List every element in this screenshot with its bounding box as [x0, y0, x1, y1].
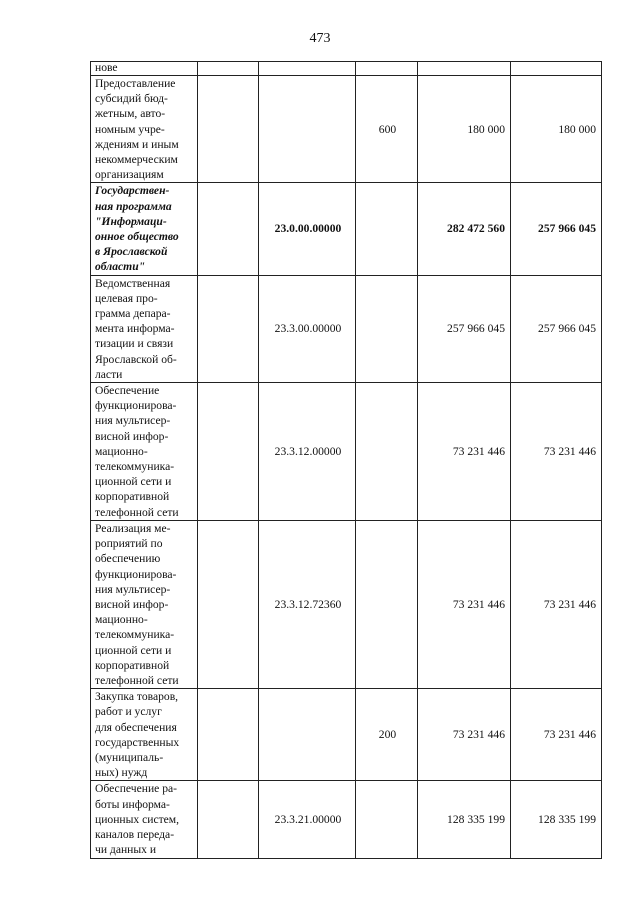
- row-code: [259, 689, 356, 781]
- row-spacer-cell: [198, 689, 259, 781]
- row-expense-type: 600: [356, 76, 418, 183]
- row-amount-1: 73 231 446: [418, 520, 511, 688]
- table-row: [91, 520, 602, 688]
- row-name: Реализация ме- роприятий по обеспечению функционирова- ния мультисер- висной инфор- мационно- телекоммуника- ционной сети и корпоративной телефонной сети: [95, 521, 179, 687]
- table-row: [91, 62, 602, 76]
- row-name-cell: [91, 689, 198, 781]
- row-expense-type: [356, 275, 418, 382]
- row-name: нове: [95, 61, 118, 74]
- row-expense-type: [356, 62, 418, 76]
- row-amount-2: 73 231 446: [511, 520, 602, 688]
- table-row: [91, 275, 602, 382]
- row-name-cell: [91, 183, 198, 275]
- table-row-program: [91, 183, 602, 275]
- row-name-cell: [91, 62, 198, 76]
- row-name: Закупка товаров, работ и услуг для обеспечения государственных (муниципаль- ных) нужд: [95, 690, 180, 780]
- page-number: 473: [309, 31, 331, 46]
- row-name-cell: [91, 383, 198, 521]
- row-amount-1: 180 000: [418, 76, 511, 183]
- row-amount-2: [511, 62, 602, 76]
- table-row: [91, 383, 602, 521]
- row-name-cell: [91, 76, 198, 183]
- row-spacer-cell: [198, 76, 259, 183]
- row-amount-2: 257 966 045: [511, 275, 602, 382]
- row-amount-2: 73 231 446: [511, 383, 602, 521]
- row-name: Государствен- ная программа "Информаци- онное общество в Ярославской области": [95, 184, 179, 274]
- row-name: Предоставление субсидий бюд- жетным, авто- номным учре- ждениям и иным некоммерческим организациям: [95, 77, 179, 182]
- row-amount-1: 128 335 199: [418, 781, 511, 859]
- row-code: [259, 62, 356, 76]
- row-spacer-cell: [198, 383, 259, 521]
- row-name-cell: [91, 520, 198, 688]
- row-code: 23.0.00.00000: [259, 183, 356, 275]
- row-spacer-cell: [198, 62, 259, 76]
- row-expense-type: [356, 183, 418, 275]
- row-name: Обеспечение ра- боты информа- ционных систем, каналов переда- чи данных и: [95, 782, 180, 857]
- row-name: Обеспечение функционирова- ния мультисер- висной инфор- мационно- телекоммуника- ционной сети и корпоративной телефонной сети: [95, 384, 179, 519]
- row-expense-type: 200: [356, 689, 418, 781]
- row-expense-type: [356, 383, 418, 521]
- row-spacer-cell: [198, 275, 259, 382]
- row-expense-type: [356, 520, 418, 688]
- table-row: [91, 781, 602, 859]
- row-amount-1: [418, 62, 511, 76]
- row-amount-2: 180 000: [511, 76, 602, 183]
- row-spacer-cell: [198, 183, 259, 275]
- row-spacer-cell: [198, 520, 259, 688]
- row-code: 23.3.00.00000: [259, 275, 356, 382]
- row-amount-2: 73 231 446: [511, 689, 602, 781]
- budget-table: [90, 61, 602, 859]
- row-spacer-cell: [198, 781, 259, 859]
- row-amount-1: 257 966 045: [418, 275, 511, 382]
- row-amount-1: 73 231 446: [418, 383, 511, 521]
- row-amount-2: 257 966 045: [511, 183, 602, 275]
- row-amount-1: 282 472 560: [418, 183, 511, 275]
- table-row: [91, 76, 602, 183]
- row-name-cell: [91, 275, 198, 382]
- row-name-cell: [91, 781, 198, 859]
- row-amount-1: 73 231 446: [418, 689, 511, 781]
- row-code: [259, 76, 356, 183]
- row-expense-type: [356, 781, 418, 859]
- row-code: 23.3.12.00000: [259, 383, 356, 521]
- table-row: [91, 689, 602, 781]
- row-code: 23.3.12.72360: [259, 520, 356, 688]
- row-code: 23.3.21.00000: [259, 781, 356, 859]
- row-amount-2: 128 335 199: [511, 781, 602, 859]
- row-name: Ведомственная целевая про- грамма депарa- мента информа- тизации и связи Ярославской об- ласти: [95, 276, 177, 381]
